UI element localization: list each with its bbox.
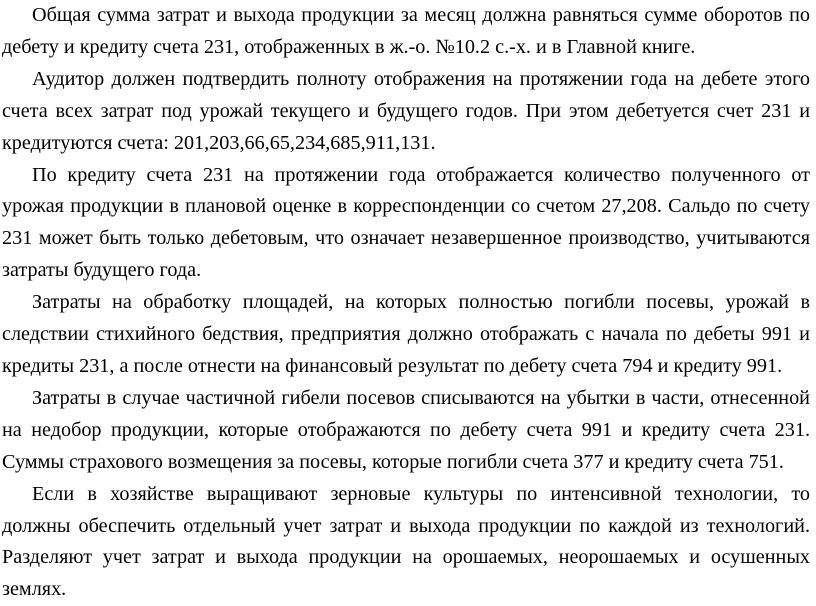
- paragraph-auditor-completeness: Аудитор должен подтвердить полноту отображения на протяжении года на дебете этого счета всех затрат под урожай текущего и будущего годов. При этом дебетуется счет 231 и кредитуются счета: 201,203,66,65,234,685,911,131.: [2, 67, 810, 154]
- paragraph-intensive-technology: Если в хозяйстве выращивают зерновые культуры по интенсивной технологии, то должны обеспечить отдельный учет затрат и выхода продукции по каждой из технологий. Разделяют учет затрат и выхода продукции на орошаемых, неорошаемых и осушенных землях.: [2, 482, 810, 601]
- paragraph-total-costs: Общая сумма затрат и выхода продукции за месяц должна равняться сумме оборотов по дебету и кредиту счета 231, отображенных в ж.-о. №10.2 с.-х. и в Главной книге.: [2, 4, 810, 58]
- paragraph-partial-crop-loss: Затраты в случае частичной гибели посевов списываются на убытки в части, отнесенной на недобор продукции, которые отображаются по дебету счета 991 и кредиту счета 231. Суммы страхового возмещения за посевы, которые погибли счета 377 и кредиту счета 751.: [2, 386, 810, 473]
- paragraph-account-231-credit: По кредиту счета 231 на протяжении года отображается количество полученного от урожая продукции в плановой оценке в корреспонденции со счетом 27,208. Сальдо по счету 231 может быть только дебетовым, что означает незавершенное производство, учитываются затраты будущего года.: [2, 163, 810, 282]
- paragraph-crop-loss-costs: Затраты на обработку площадей, на которых полностью погибли посевы, урожай в следствии стихийного бедствия, предприятия должно отображать с начала по дебеты 991 и кредиты 231, а после отнести на финансовый результат по дебету счета 794 и кредиту 991.: [2, 291, 810, 377]
